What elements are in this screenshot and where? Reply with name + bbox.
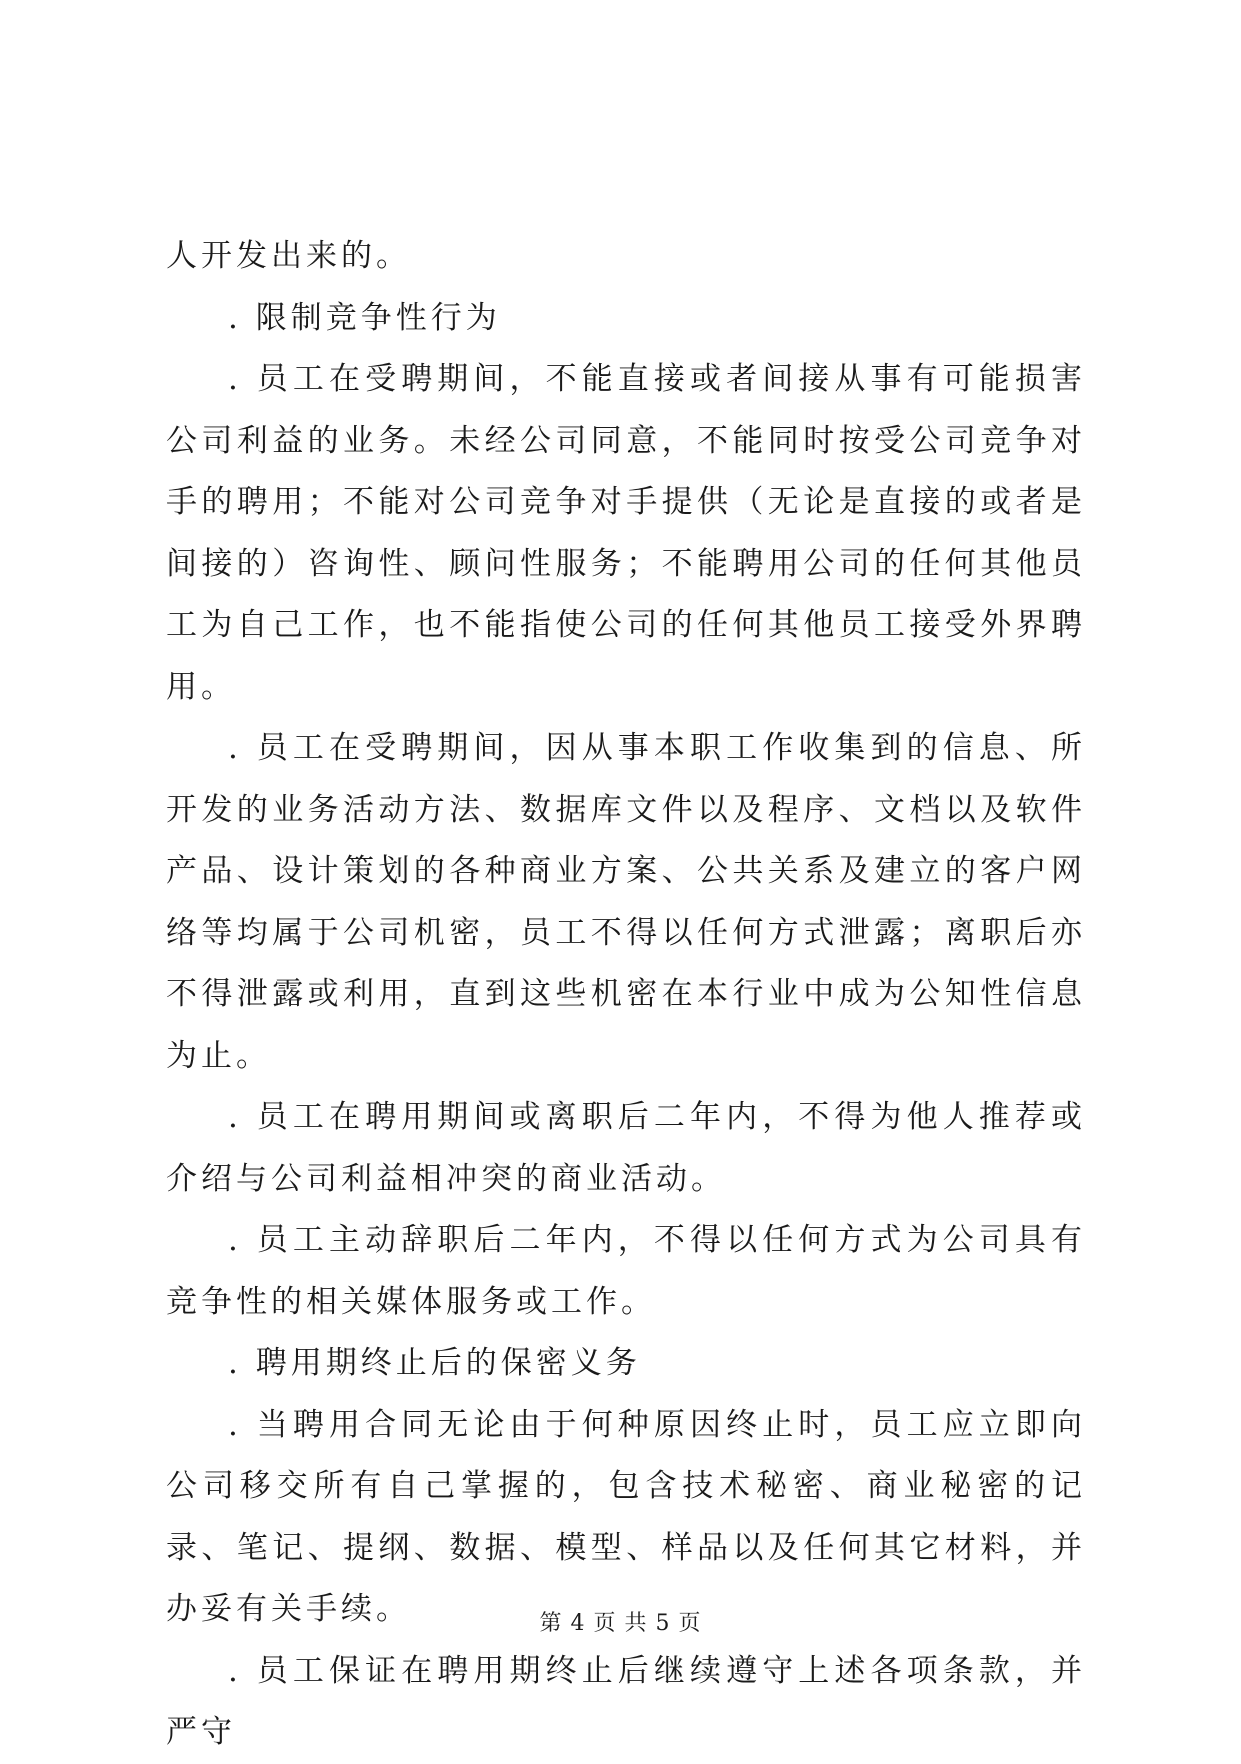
paragraph-clause: . 员工保证在聘用期终止后继续遵守上述各项条款，并严守 [166,1652,1086,1750]
paragraph-clause: . 员工在聘用期间或离职后二年内，不得为他人推荐或介绍与公司利益相冲突的商业活动。 [166,1099,1086,1197]
paragraph-continuation: 人开发出来的。 [166,238,411,274]
page-number-footer: 第 4 页 共 5 页 [539,1611,702,1636]
paragraph-clause: . 员工主动辞职后二年内，不得以任何方式为公司具有竞争性的相关媒体服务或工作。 [166,1222,1086,1320]
document-body [166,226,1086,1764]
section-heading-post-employment: . 聘用期终止后的保密义务 [228,1345,641,1381]
paragraph-clause: . 当聘用合同无论由于何种原因终止时，员工应立即向公司移交所有自己掌握的，包含技术秘密、商业秘密的记录、笔记、提纲、数据、模型、样品以及任何其它材料，并办妥有关手续。 [166,1406,1086,1627]
section-heading-non-compete: . 限制竞争性行为 [228,299,501,336]
paragraph-clause: . 员工在受聘期间，不能直接或者间接从事有可能损害公司利益的业务。未经公司同意，不能同时按受公司竞争对手的聘用；不能对公司竞争对手提供（无论是直接的或者是间接的）咨询性、顾问性服务；不能聘用公司的任何其他员工为自己工作，也不能指使公司的任何其他员工接受外界聘用。 [166,361,1086,705]
paragraph-clause: . 员工在受聘期间，因从事本职工作收集到的信息、所开发的业务活动方法、数据库文件以及程序、文档以及软件产品、设计策划的各种商业方案、公共关系及建立的客户网络等均属于公司机密，员工不得以任何方式泄露；离职后亦不得泄露或利用，直到这些机密在本行业中成为公知性信息为止。 [166,730,1086,1074]
